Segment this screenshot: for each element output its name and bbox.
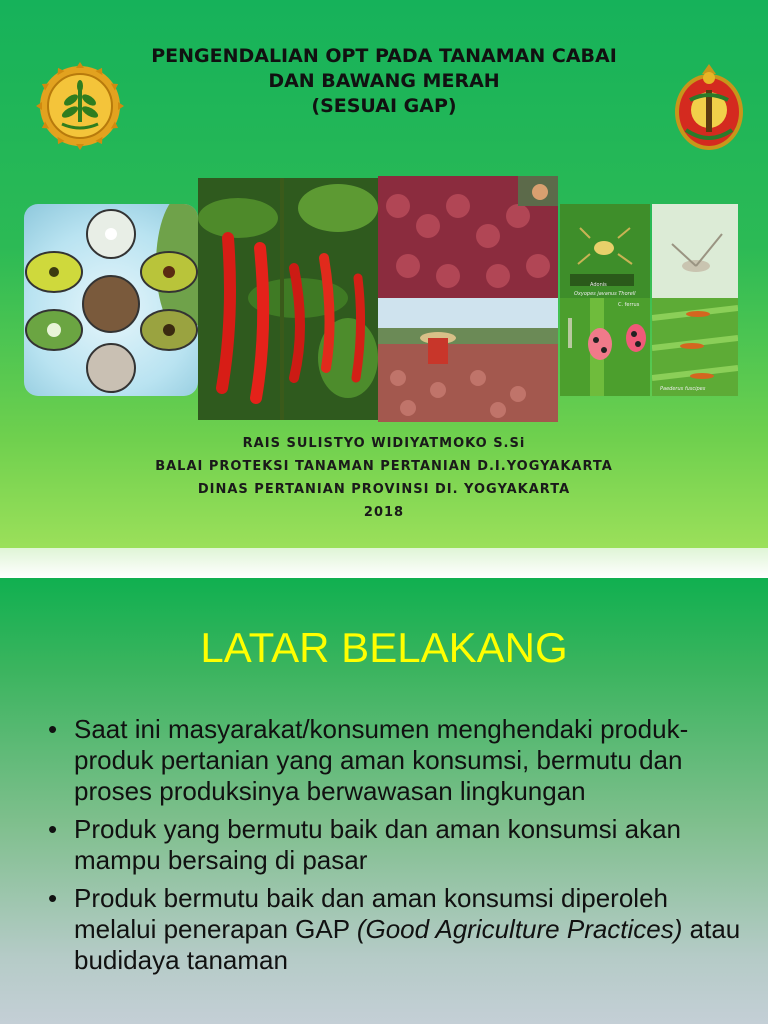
cricket-photo bbox=[652, 204, 738, 298]
credit-year: 2018 bbox=[363, 505, 405, 520]
bullet-list bbox=[48, 714, 748, 983]
shallot-harvest-photo bbox=[378, 176, 558, 298]
spider-oxyopes-photo bbox=[560, 204, 650, 298]
bullet-dot-icon: • bbox=[48, 883, 58, 913]
rove-beetle-caption: Paederus fuscipes bbox=[660, 386, 706, 392]
slide-heading: LATAR BELAKANG bbox=[200, 624, 568, 671]
chili-plant-photo bbox=[198, 178, 378, 420]
bullet-text: Saat ini masyarakat/konsumen menghendaki produk-produk pertanian yang aman konsumsi, bermutu dan proses produksinya berwawasan lingkungan bbox=[74, 714, 689, 806]
credit-institution: BALAI PROTEKSI TANAMAN PERTANIAN D.I.YOGYAKARTA bbox=[155, 459, 613, 474]
ladybird-caption: C. ferrus bbox=[618, 302, 640, 308]
bullet-item bbox=[48, 714, 748, 807]
spider-caption-bottom: Oxyopes javanus Thorell bbox=[574, 291, 636, 297]
bullet-dot-icon: • bbox=[48, 714, 58, 744]
title-line-2: DAN BAWANG MERAH bbox=[268, 70, 500, 92]
agriculture-ministry-logo bbox=[36, 62, 124, 150]
bullet-dot-icon: • bbox=[48, 814, 58, 844]
spider-caption-top: Adonis bbox=[590, 282, 607, 288]
bullet-text-italic: (Good Agriculture Practices) bbox=[356, 914, 683, 944]
bullet-item bbox=[48, 814, 748, 876]
credit-author: RAIS SULISTYO WIDIYATMOKO S.Si bbox=[242, 436, 526, 451]
bullet-text: Produk yang bermutu baik dan aman konsumsi akan mampu bersaing di pasar bbox=[74, 814, 682, 875]
background-slide bbox=[0, 578, 768, 1024]
yogyakarta-crest-logo bbox=[670, 60, 748, 154]
ladybird-beetle-photo bbox=[560, 298, 650, 396]
slide-title bbox=[130, 44, 638, 119]
rove-beetle-photo bbox=[652, 298, 738, 396]
pest-circle-montage bbox=[24, 204, 198, 396]
slide-separator bbox=[0, 548, 768, 578]
shallot-field-photo bbox=[378, 298, 558, 422]
title-line-3: (SESUAI GAP) bbox=[311, 95, 457, 117]
bullet-item bbox=[48, 883, 748, 976]
author-credits bbox=[100, 432, 668, 524]
title-line-1: PENGENDALIAN OPT PADA TANAMAN CABAI bbox=[151, 45, 617, 67]
bullet-text-prefix: Produk bermutu baik dan aman konsumsi diperoleh melalui penerapan GAP bbox=[74, 883, 669, 944]
credit-department: DINAS PERTANIAN PROVINSI DI. YOGYAKARTA bbox=[197, 482, 571, 497]
bullet-text-suffix: atau budidaya tanaman bbox=[74, 914, 741, 975]
